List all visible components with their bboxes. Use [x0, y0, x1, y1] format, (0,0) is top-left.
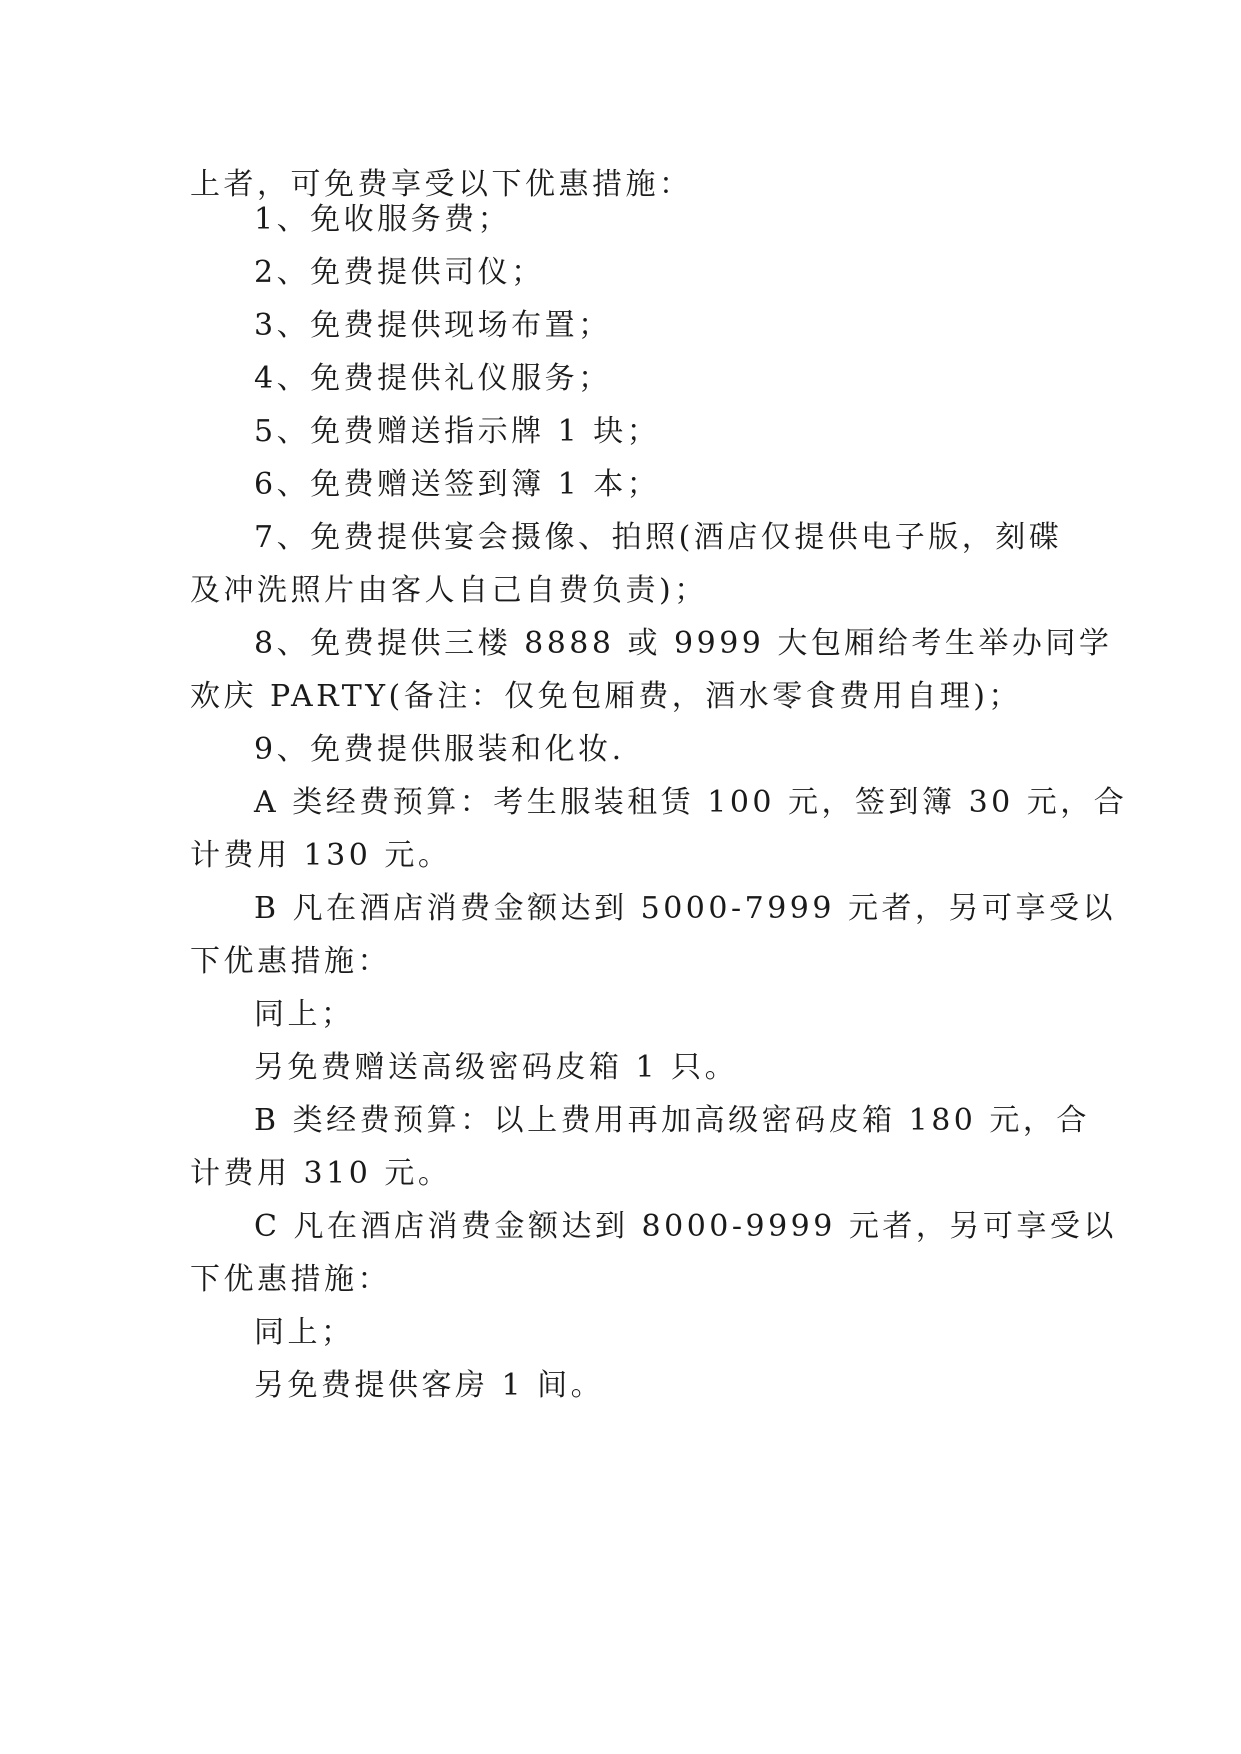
list-item: 8、免费提供三楼 8888 或 9999 大包厢给考生举办同学 [254, 626, 1113, 661]
text-line: 另免费提供客房 1 间。 [254, 1368, 605, 1403]
text-line: 下优惠措施： [190, 944, 391, 979]
list-item: 6、免费赠送签到簿 1 本； [254, 467, 661, 502]
list-item: 7、免费提供宴会摄像、拍照(酒店仅提供电子版，刻碟 [254, 520, 1063, 555]
text-line: 另免费赠送高级密码皮箱 1 只。 [254, 1050, 739, 1085]
list-item: 9、免费提供服装和化妆. [254, 732, 625, 767]
text-line: 欢庆 PARTY(备注：仅免包厢费，酒水零食费用自理)； [190, 679, 1022, 714]
text-line: 上者，可免费享受以下优惠措施： [190, 167, 693, 202]
text-line: 计费用 130 元。 [190, 838, 452, 873]
list-item: 1、免收服务费； [254, 202, 512, 237]
list-item: 2、免费提供司仪； [254, 255, 545, 290]
text-line: 下优惠措施： [190, 1262, 391, 1297]
list-item: 4、免费提供礼仪服务； [254, 361, 612, 396]
text-line: 同上； [254, 997, 355, 1032]
list-item: 3、免费提供现场布置； [254, 308, 612, 343]
list-item: 5、免费赠送指示牌 1 块； [254, 414, 661, 449]
budget-line: B 类经费预算：以上费用再加高级密码皮箱 180 元，合 [254, 1103, 1090, 1138]
budget-line: A 类经费预算：考生服装租赁 100 元，签到簿 30 元，合 [254, 785, 1128, 820]
tier-heading: B 凡在酒店消费金额达到 5000-7999 元者，另可享受以 [254, 891, 1116, 926]
text-line: 及冲洗照片由客人自己自费负责)； [190, 573, 708, 608]
text-line: 同上； [254, 1315, 355, 1350]
tier-heading: C 凡在酒店消费金额达到 8000-9999 元者，另可享受以 [254, 1209, 1117, 1244]
text-line: 计费用 310 元。 [190, 1156, 452, 1191]
